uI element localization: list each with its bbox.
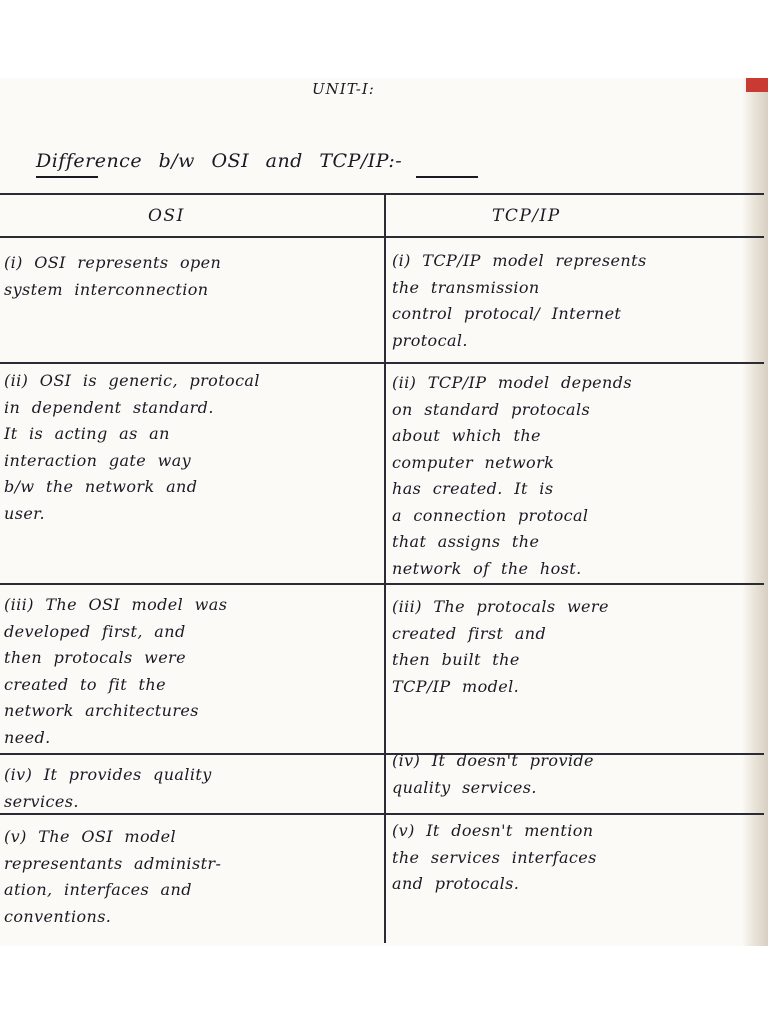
table-border-top [0, 193, 764, 195]
osi-cell: (iv) It provides quality services. [4, 765, 212, 811]
column-header-tcpip: TCP/IP [492, 206, 561, 226]
unit-title: UNIT-I: [312, 80, 375, 98]
osi-cell: (v) The OSI model representants administr- ation, interfaces and conventions. [4, 827, 222, 926]
page-corner-mark [746, 78, 768, 92]
osi-cell: (ii) OSI is generic, protocal in dependent standard. It is acting as an interaction gate way b/w the network and user. [4, 371, 260, 523]
row-divider [0, 583, 764, 585]
heading-underline [416, 176, 478, 178]
tcpip-cell: (iii) The protocals were created first and then built the TCP/IP model. [392, 597, 609, 696]
column-header-osi: OSI [148, 206, 185, 226]
tcpip-cell: (ii) TCP/IP model depends on standard protocals about which the computer network has created. It is a connection protocal that assigns the network of the host. [392, 373, 632, 578]
tcpip-cell: (v) It doesn't mention the services interfaces and protocals. [392, 821, 597, 893]
osi-cell: (iii) The OSI model was developed first, and then protocals were created to fit the network architectures need. [4, 595, 228, 747]
column-divider [384, 193, 386, 943]
row-divider [0, 362, 764, 364]
heading-underline [36, 176, 98, 178]
osi-cell: (i) OSI represents open system interconnection [4, 253, 222, 299]
table-header-divider [0, 236, 764, 238]
tcpip-cell: (i) TCP/IP model represents the transmission control protocal/ Internet protocal. [392, 251, 647, 350]
tcpip-cell: (iv) It doesn't provide quality services. [392, 751, 594, 797]
page-heading: Difference b/w OSI and TCP/IP:- [36, 150, 403, 172]
